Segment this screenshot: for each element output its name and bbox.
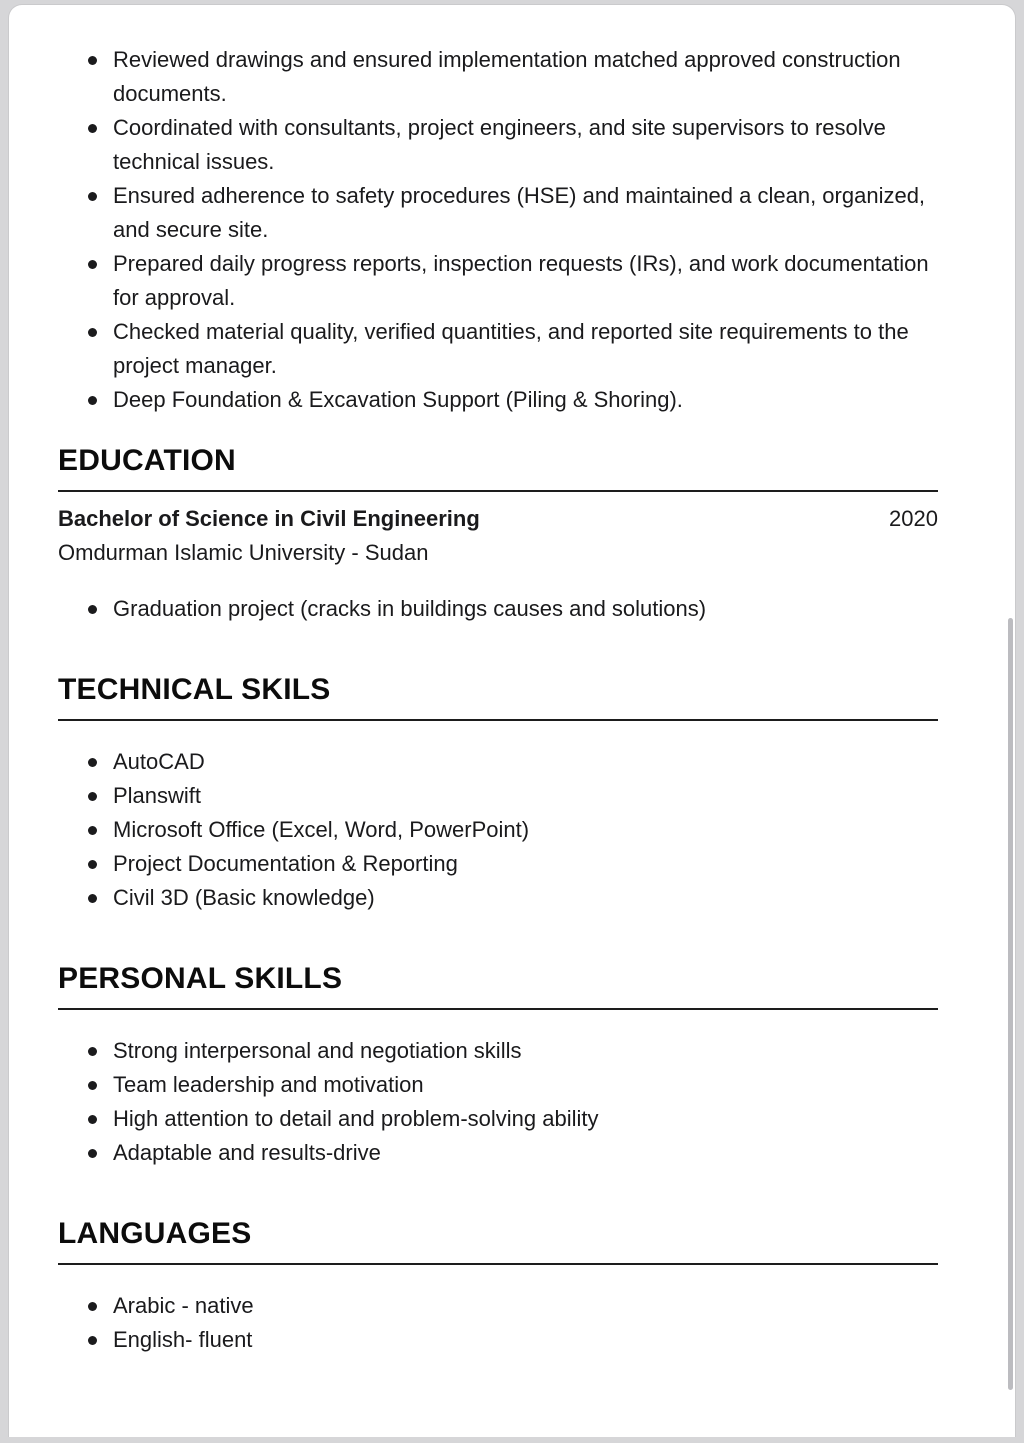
experience-bullet: Coordinated with consultants, project engineers, and site supervisors to resolve technical issues.: [58, 111, 938, 179]
personal-skills-section: [58, 959, 938, 1170]
resume-page: [8, 4, 1016, 1437]
education-bullet-list: [58, 592, 938, 626]
experience-bullet: Prepared daily progress reports, inspection requests (IRs), and work documentation for approval.: [58, 247, 938, 315]
experience-bullet: Deep Foundation & Excavation Support (Piling & Shoring).: [58, 383, 938, 417]
technical-skill-item: AutoCAD: [58, 745, 938, 779]
language-item: English- fluent: [58, 1323, 938, 1357]
experience-bullet-list: [58, 43, 938, 417]
personal-skill-item: Team leadership and motivation: [58, 1068, 938, 1102]
experience-bullet: Checked material quality, verified quantities, and reported site requirements to the project manager.: [58, 315, 938, 383]
languages-section: [58, 1214, 938, 1357]
personal-skill-item: Adaptable and results-drive: [58, 1136, 938, 1170]
personal-skill-item: Strong interpersonal and negotiation skills: [58, 1034, 938, 1068]
institution-name: Omdurman Islamic University - Sudan: [58, 540, 429, 565]
education-section: [58, 441, 938, 626]
technical-skills-list: [58, 745, 938, 915]
scrollbar-thumb[interactable]: [1008, 618, 1013, 1390]
experience-section: [58, 43, 938, 417]
technical-skill-item: Civil 3D (Basic knowledge): [58, 881, 938, 915]
graduation-year: 2020: [889, 506, 938, 531]
technical-skill-item: Planswift: [58, 779, 938, 813]
experience-bullet: Ensured adherence to safety procedures (HSE) and maintained a clean, organized, and secure site.: [58, 179, 938, 247]
technical-skills-section: [58, 670, 938, 915]
section-rule: [58, 490, 938, 492]
technical-skills-heading: TECHNICAL SKILS: [58, 673, 331, 706]
experience-bullet: Reviewed drawings and ensured implementation matched approved construction documents.: [58, 43, 938, 111]
personal-skills-heading: PERSONAL SKILLS: [58, 962, 343, 995]
education-heading: EDUCATION: [58, 444, 236, 477]
languages-list: [58, 1289, 938, 1357]
language-item: Arabic - native: [58, 1289, 938, 1323]
personal-skills-list: [58, 1034, 938, 1170]
technical-skill-item: Microsoft Office (Excel, Word, PowerPoint): [58, 813, 938, 847]
degree-title: Bachelor of Science in Civil Engineering: [58, 506, 480, 531]
languages-heading: LANGUAGES: [58, 1217, 252, 1250]
degree-row: [58, 502, 938, 536]
section-rule: [58, 719, 938, 721]
section-rule: [58, 1263, 938, 1265]
technical-skill-item: Project Documentation & Reporting: [58, 847, 938, 881]
personal-skill-item: High attention to detail and problem-solving ability: [58, 1102, 938, 1136]
section-rule: [58, 1008, 938, 1010]
education-bullet: Graduation project (cracks in buildings causes and solutions): [58, 592, 938, 626]
